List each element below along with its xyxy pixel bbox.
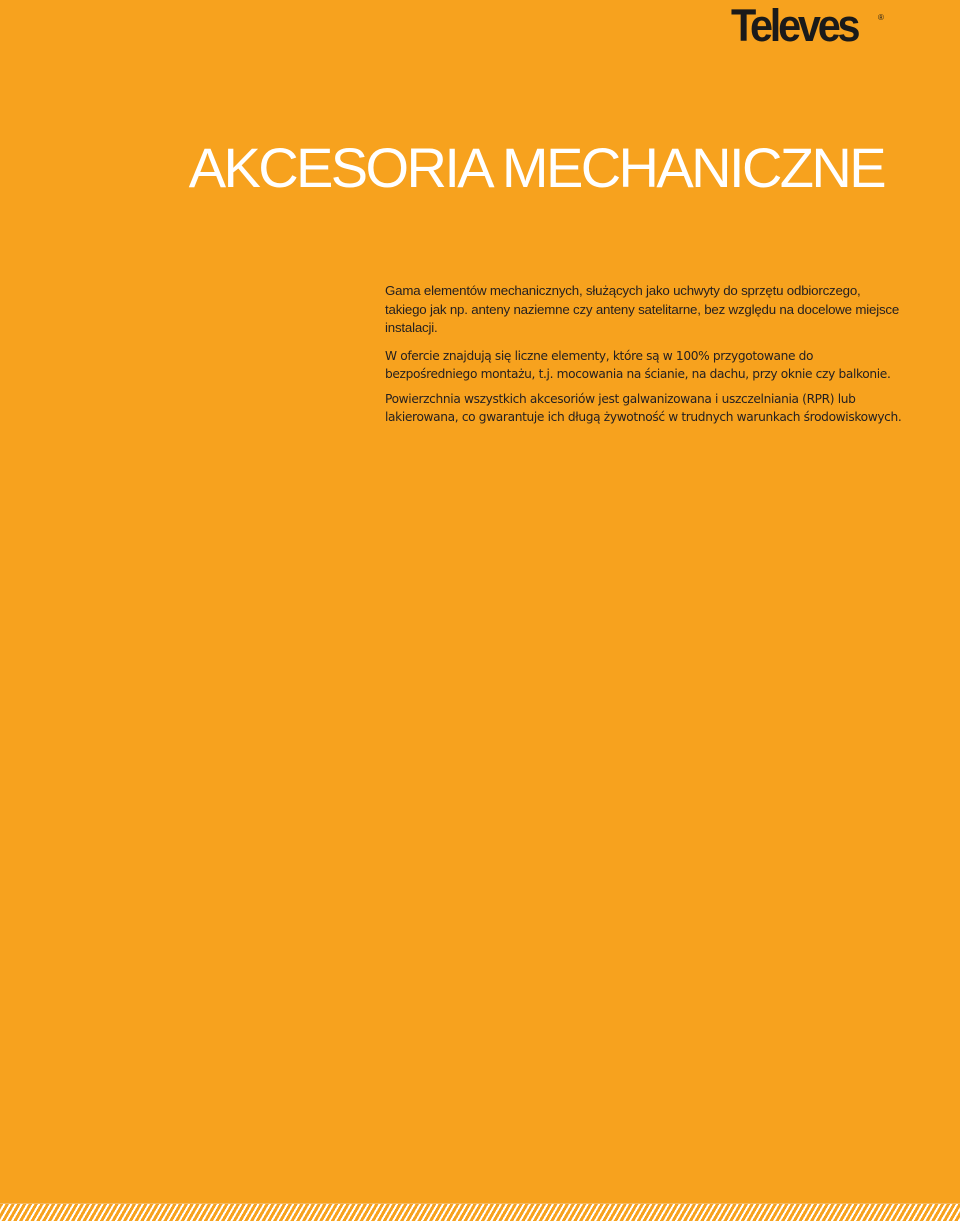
registered-mark: ® — [878, 13, 884, 22]
surface-paragraph: Powierzchnia wszystkich akcesoriów jest galwanizowana i uszczelniania (RPR) lub lakierowana, co gwarantuje ich długą żywotność w trudnych warunkach środowiskowych. — [385, 391, 902, 424]
intro-paragraph: Gama elementów mechanicznych, służących jako uchwyty do sprzętu odbiorczego, takiego jak np. anteny naziemne czy anteny satelitarne, bez względu na docelowe miejsce instalacji. — [385, 283, 900, 335]
logo-wordmark: Televes — [731, 0, 858, 51]
offer-paragraph: W ofercie znajdują się liczne elementy, które są w 100% przygotowane do bezpośredniego montażu, t.j. mocowania na ścianie, na dachu, przy oknie czy balkonie. — [385, 348, 891, 381]
page-title: AKCESORIA MECHANICZNE — [188, 136, 884, 199]
footer-stripe-pattern — [0, 1204, 960, 1221]
televes-logo — [731, 0, 884, 51]
description-block — [385, 282, 905, 433]
